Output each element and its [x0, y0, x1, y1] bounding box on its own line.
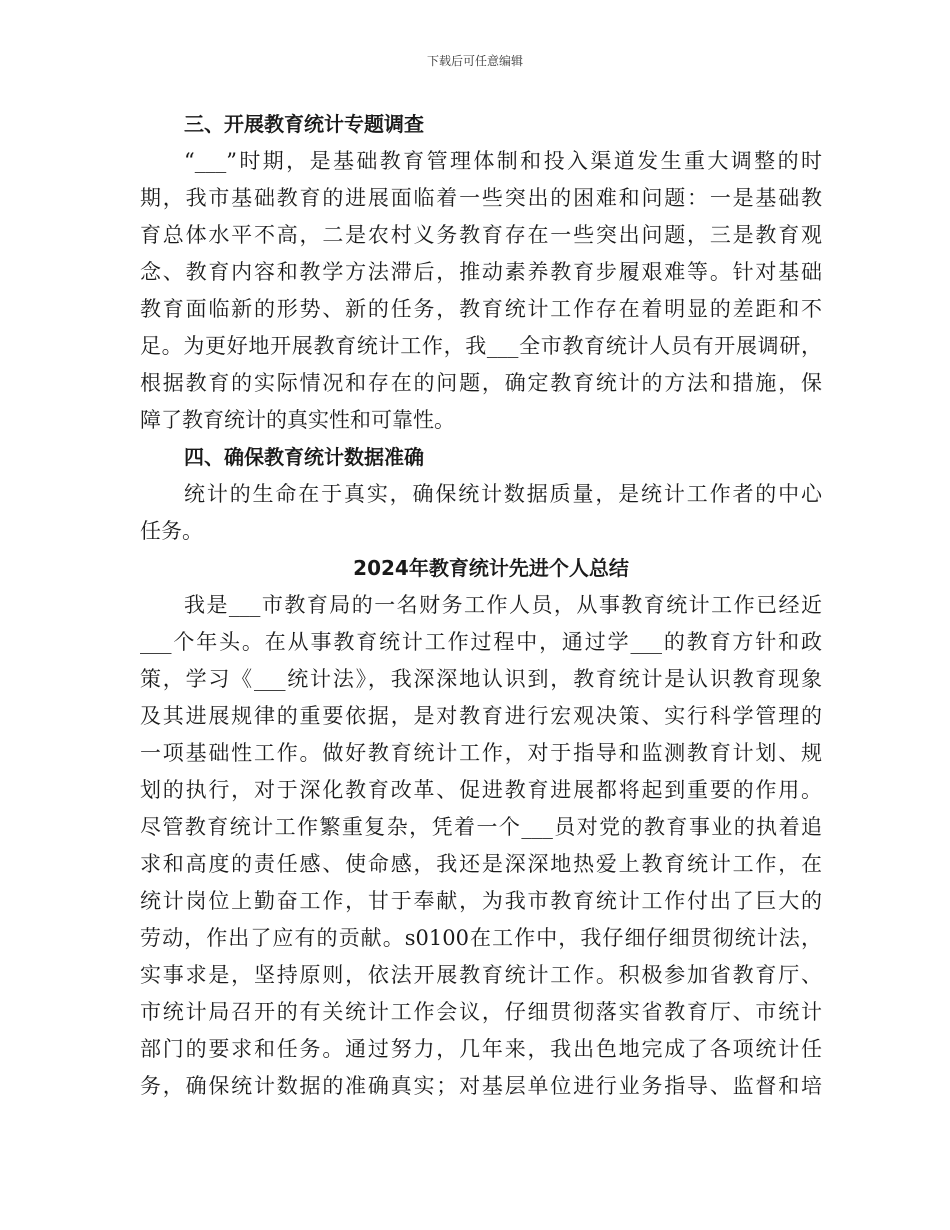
paragraph-line: 一项基础性工作。做好教育统计工作，对于指导和监测教育计划、规 [140, 741, 822, 765]
paragraph-line: 求和高度的责任感、使命感，我还是深深地热爱上教育统计工作，在 [140, 852, 822, 876]
paragraph-line: 部门的要求和任务。通过努力，几年来，我出色地完成了各项统计任 [140, 1037, 822, 1061]
paragraph-line: 务，确保统计数据的准确真实；对基层单位进行业务指导、监督和培 [140, 1074, 822, 1098]
paragraph-line: ___个年头。在从事教育统计工作过程中，通过学___的教育方针和政 [140, 630, 822, 654]
page-header: 下载后可任意编辑 [426, 54, 523, 68]
paragraph-line: 统计的生命在于真实，确保统计数据质量，是统计工作者的中心 [184, 482, 822, 506]
paragraph-line: 念、教育内容和教学方法滞后，推动素养教育步履艰难等。针对基础 [140, 260, 822, 284]
paragraph-line: 障了教育统计的真实性和可靠性。 [140, 408, 455, 432]
section-heading: 三、开展教育统计专题调查 [184, 112, 424, 136]
paragraph-line: 统计岗位上勤奋工作，甘于奉献，为我市教育统计工作付出了巨大的 [140, 889, 822, 913]
paragraph-line: 任务。 [140, 519, 203, 543]
paragraph-line: 尽管教育统计工作繁重复杂，凭着一个___员对党的教育事业的执着追 [140, 815, 822, 839]
paragraph-line: 策，学习《___统计法》，我深深地认识到，教育统计是认识教育现象 [140, 667, 822, 691]
paragraph-line: 及其进展规律的重要依据，是对教育进行宏观决策、实行科学管理的 [140, 704, 822, 728]
paragraph-line: 期，我市基础教育的进展面临着一些突出的困难和问题：一是基础教 [140, 186, 822, 210]
paragraph-line: 市统计局召开的有关统计工作会议，仔细贯彻落实省教育厅、市统计 [140, 1000, 822, 1024]
paragraph-line: 划的执行，对于深化教育改革、促进教育进展都将起到重要的作用。 [140, 778, 822, 802]
paragraph-line: 育总体水平不高，二是农村义务教育存在一些突出问题，三是教育观 [140, 223, 822, 247]
paragraph-line: 实事求是，坚持原则，依法开展教育统计工作。积极参加省教育厅、 [140, 963, 822, 987]
article-title: 2024年教育统计先进个人总结 [353, 556, 629, 580]
paragraph-line: 教育面临新的形势、新的任务，教育统计工作存在着明显的差距和不 [140, 297, 822, 321]
document-body [140, 106, 822, 1105]
paragraph-line: 劳动，作出了应有的贡献。s0100在工作中，我仔细仔细贯彻统计法， [140, 926, 822, 950]
paragraph-line: “___”时期，是基础教育管理体制和投入渠道发生重大调整的时 [184, 149, 822, 173]
paragraph-line: 根据教育的实际情况和存在的问题，确定教育统计的方法和措施，保 [140, 371, 822, 395]
paragraph-line: 我是___市教育局的一名财务工作人员，从事教育统计工作已经近 [184, 593, 822, 617]
paragraph-line: 足。为更好地开展教育统计工作，我___全市教育统计人员有开展调研， [140, 334, 822, 358]
section-heading: 四、确保教育统计数据准确 [184, 445, 424, 469]
